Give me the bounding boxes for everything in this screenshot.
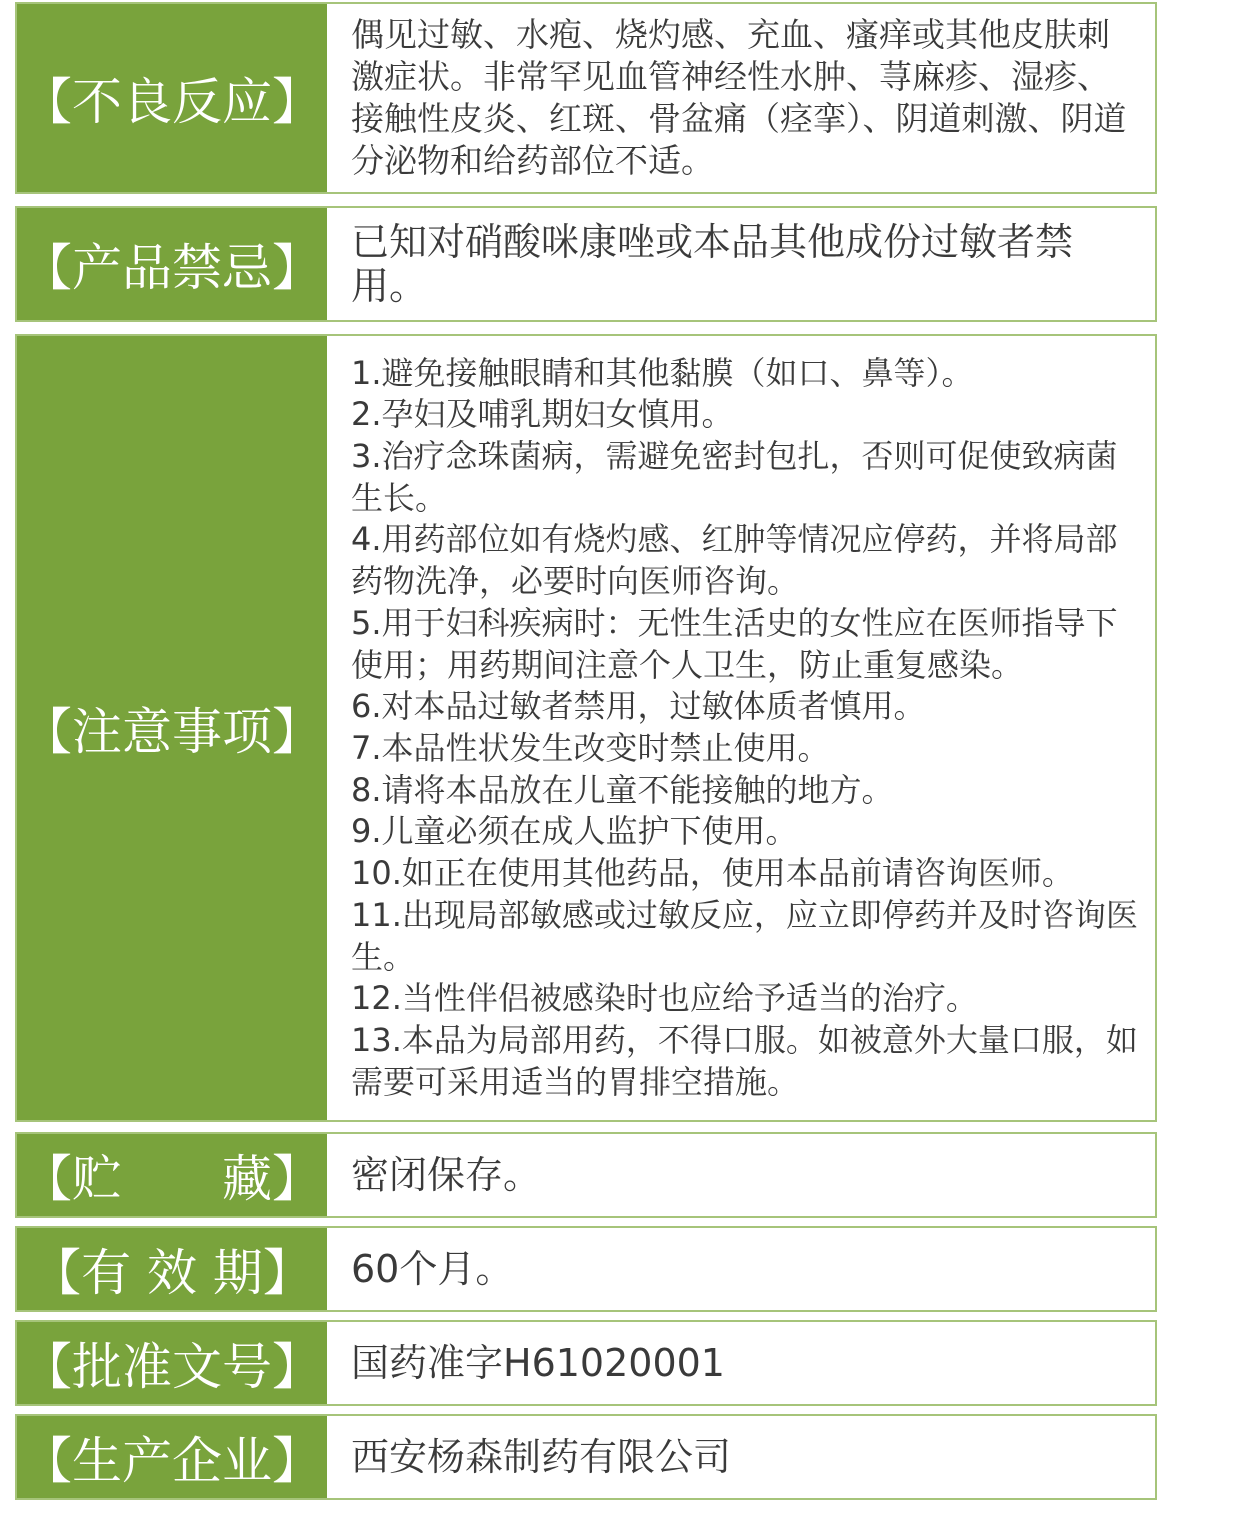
list-item: 13.本品为局部用药，不得口服。如被意外大量口服，如需要可采用适当的胃排空措施。	[351, 1020, 1138, 1101]
contraindications-text: 已知对硝酸咪康唑或本品其他成份过敏者禁用。	[351, 220, 1074, 308]
label-precautions: 【注意事项】	[17, 336, 327, 1120]
list-item: 1.避免接触眼睛和其他黏膜（如口、鼻等）。	[351, 353, 974, 392]
content-manufacturer	[327, 1416, 1155, 1498]
adverse-reactions-text: 偶见过敏、水疱、烧灼感、充血、瘙痒或其他皮肤刺激症状。非常罕见血管神经性水肿、荨麻疹、湿疹、接触性皮炎、红斑、骨盆痛（痉挛）、阴道刺激、阴道分泌物和给药部位不适。	[351, 15, 1127, 180]
content-contraindications	[327, 208, 1155, 320]
label-approval-number: 【批准文号】	[17, 1322, 327, 1404]
manufacturer-text: 西安杨森制药有限公司	[351, 1435, 732, 1479]
list-item: 4.用药部位如有烧灼感、红肿等情况应停药，并将局部药物洗净，必要时向医师咨询。	[351, 520, 1118, 601]
row-adverse-reactions	[15, 2, 1157, 194]
approval-number-text: 国药准字H61020001	[351, 1341, 725, 1385]
list-item: 6.对本品过敏者禁用，过敏体质者慎用。	[351, 687, 926, 726]
list-item: 11.出现局部敏感或过敏反应，应立即停药并及时咨询医生。	[351, 895, 1138, 976]
list-item: 3.治疗念珠菌病，需避免密封包扎，否则可促使致病菌生长。	[351, 437, 1118, 517]
row-contraindications	[15, 206, 1157, 322]
label-contraindications: 【产品禁忌】	[17, 208, 327, 320]
storage-text: 密闭保存。	[351, 1153, 542, 1197]
label-manufacturer: 【生产企业】	[17, 1416, 327, 1498]
list-item: 2.孕妇及哺乳期妇女慎用。	[351, 395, 734, 434]
list-item: 10.如正在使用其他药品，使用本品前请咨询医师。	[351, 854, 1074, 893]
content-storage	[327, 1134, 1155, 1216]
content-precautions	[327, 336, 1155, 1120]
row-manufacturer	[15, 1414, 1157, 1500]
row-precautions	[15, 334, 1157, 1122]
list-item: 5.用于妇科疾病时：无性生活史的女性应在医师指导下使用；用药期间注意个人卫生，防止重复感染。	[351, 603, 1118, 684]
list-item: 12.当性伴侣被感染时也应给予适当的治疗。	[351, 979, 978, 1018]
validity-text: 60个月。	[351, 1247, 514, 1291]
list-item: 7.本品性状发生改变时禁止使用。	[351, 729, 830, 767]
label-validity: 【有 效 期】	[17, 1228, 327, 1310]
row-storage	[15, 1132, 1157, 1218]
label-adverse-reactions: 【不良反应】	[17, 4, 327, 192]
content-approval-number	[327, 1322, 1155, 1404]
precautions-list	[351, 353, 1139, 1104]
content-validity	[327, 1228, 1155, 1310]
content-adverse-reactions	[327, 4, 1155, 192]
label-storage: 【贮 藏】	[17, 1134, 327, 1216]
row-validity	[15, 1226, 1157, 1312]
list-item: 9.儿童必须在成人监护下使用。	[351, 812, 798, 851]
row-approval-number	[15, 1320, 1157, 1406]
list-item: 8.请将本品放在儿童不能接触的地方。	[351, 770, 894, 809]
